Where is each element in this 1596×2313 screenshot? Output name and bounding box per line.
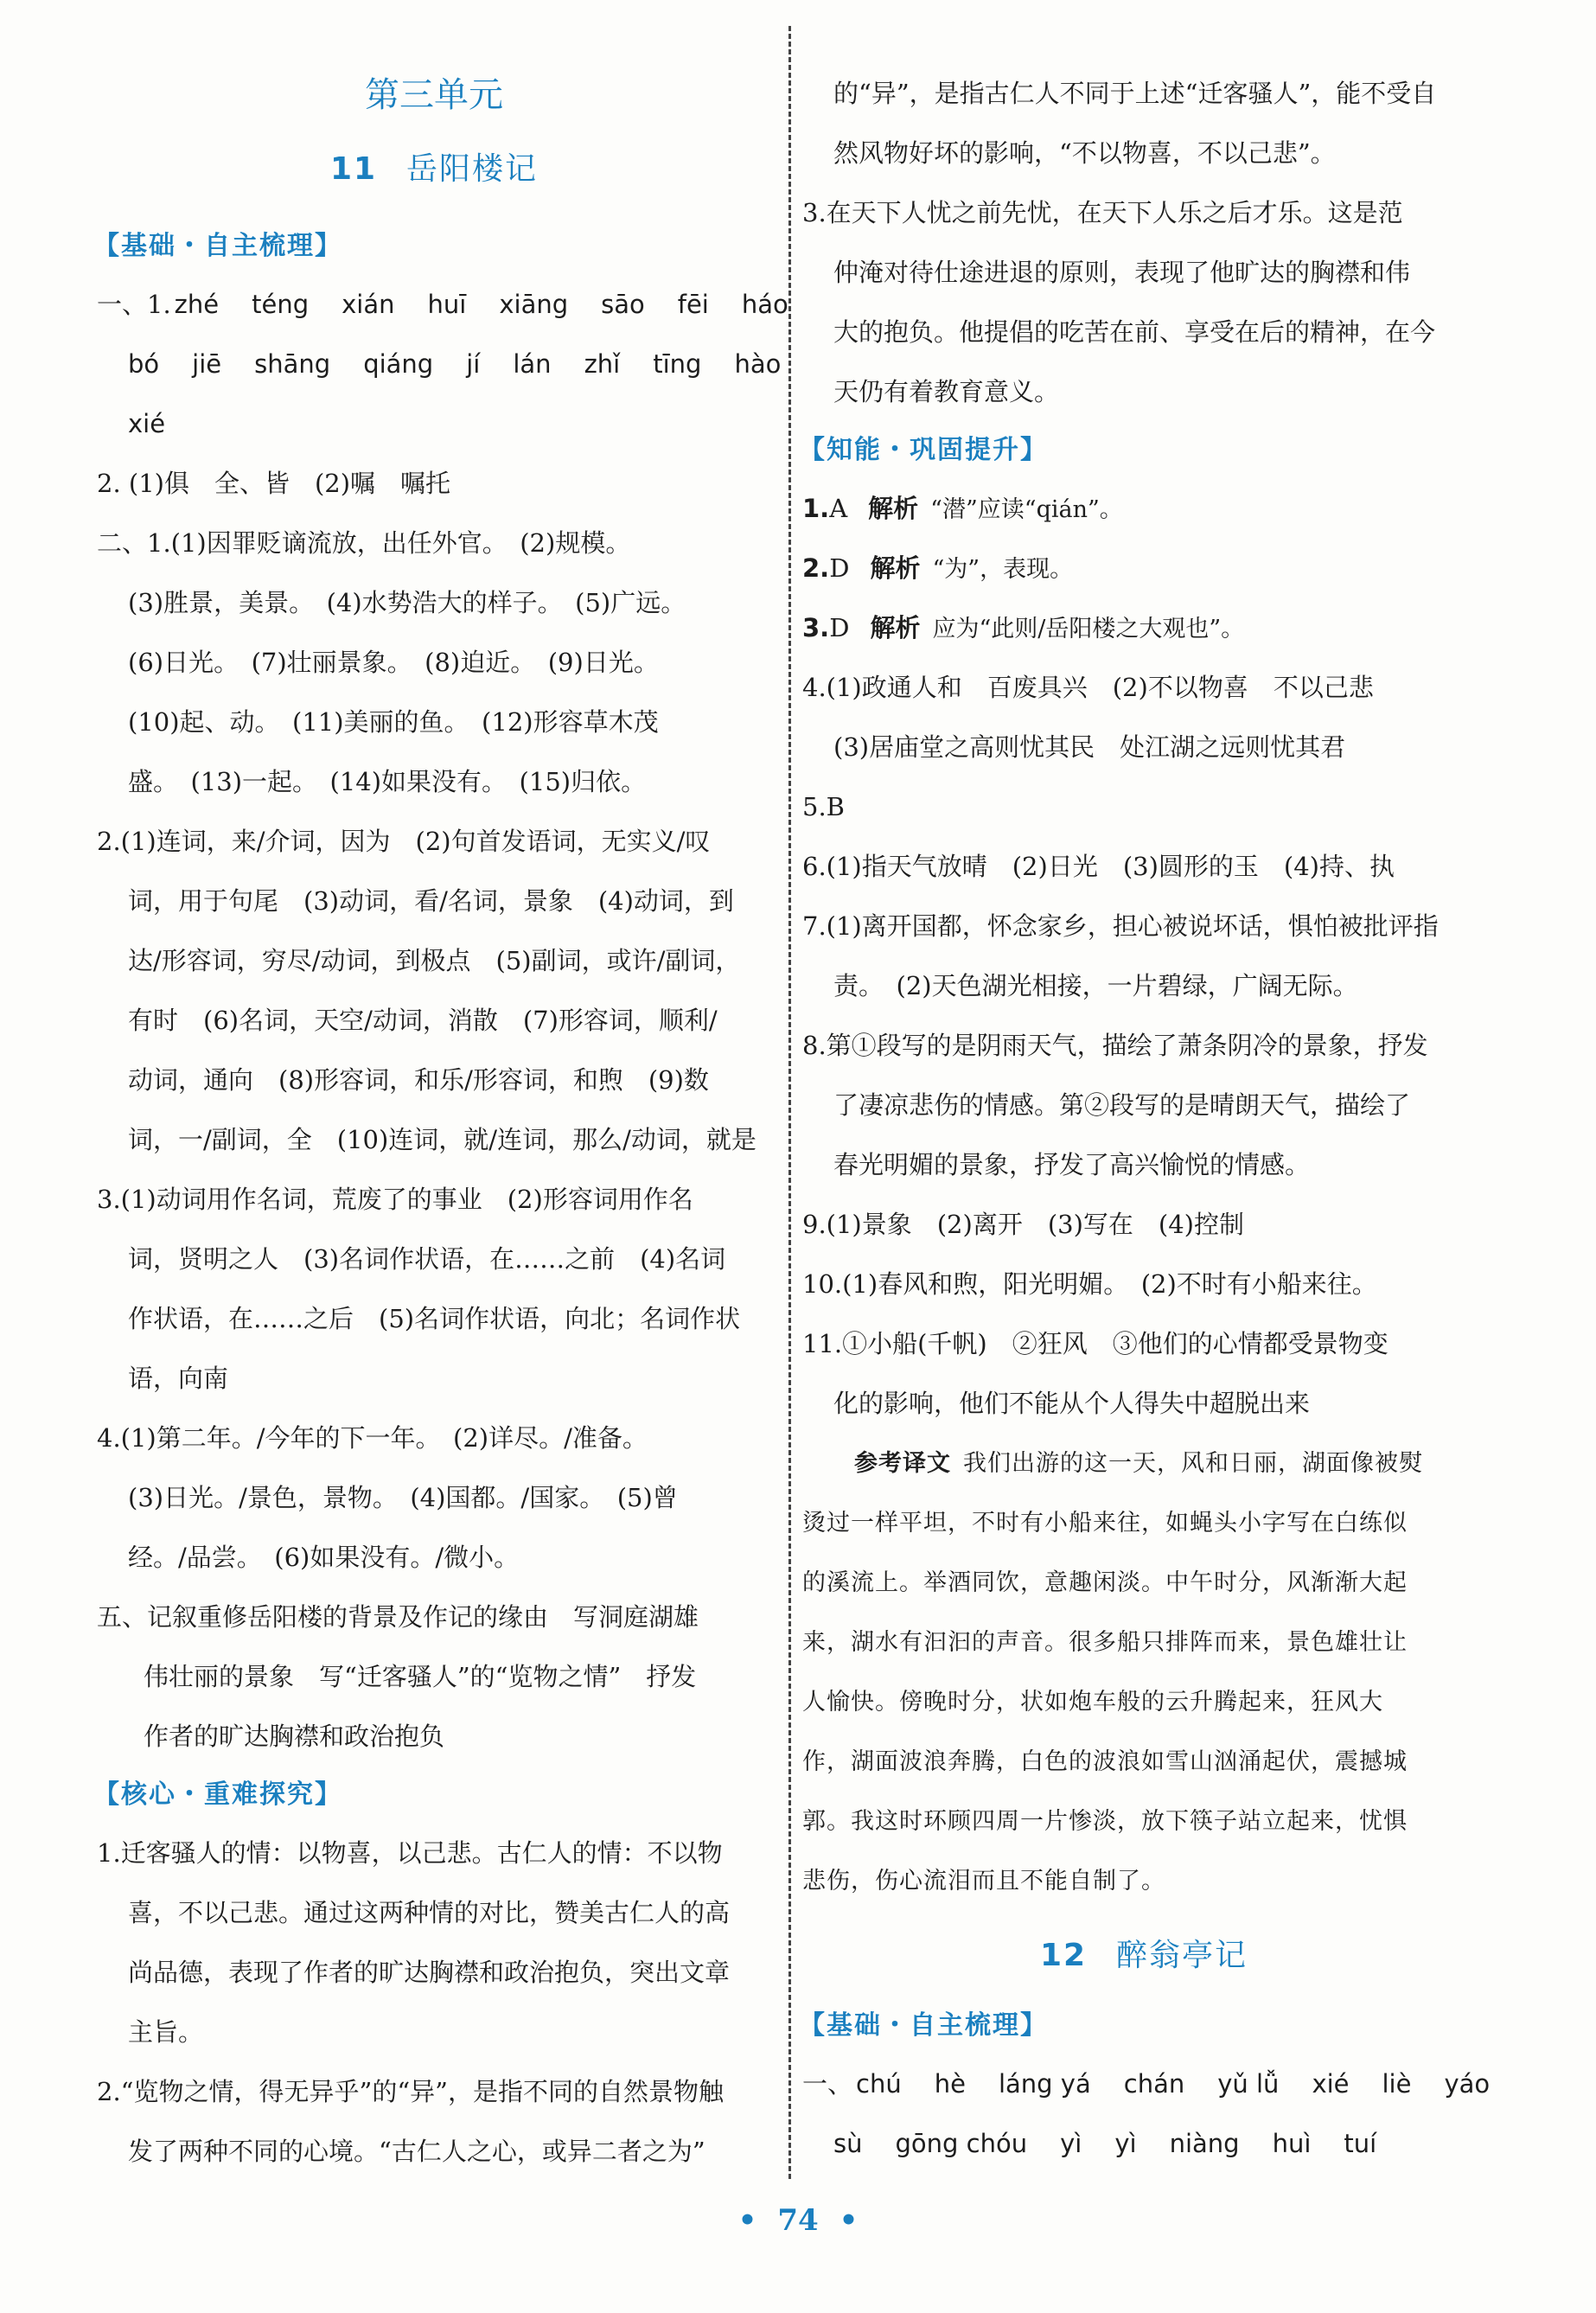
answer-block xyxy=(97,1588,780,1767)
pinyin-syllable: zhǐ xyxy=(584,349,621,379)
answer-line: 春光明媚的景象，抒发了高兴愉悦的情感。 xyxy=(833,1150,1311,1179)
answer-block xyxy=(802,64,1485,183)
item-prefix: 一、 xyxy=(802,2069,853,2099)
pinyin-syllable: hè xyxy=(934,2069,966,2099)
answer-line: 有时 (6)名词，天空/动词，消散 (7)形容词，顺利/ xyxy=(128,1006,718,1035)
answer-line: 2. (1)俱 全、皆 (2)嘱 嘱托 xyxy=(97,469,451,498)
translation-line: 作，湖面波浪奔腾，白色的波浪如雪山汹涌起伏，震撼城 xyxy=(802,1748,1408,1775)
pinyin-syllable: fēi xyxy=(677,290,709,319)
pinyin-syllable: sù xyxy=(833,2129,863,2158)
pinyin-syllable: chú xyxy=(856,2069,902,2099)
pinyin-syllable: xié xyxy=(128,409,166,438)
pinyin-syllable: lán xyxy=(513,349,552,379)
answer-block xyxy=(97,514,780,812)
pinyin-syllable: jí xyxy=(466,349,481,379)
jiexi-label: 解析 xyxy=(868,494,919,523)
answer-line: 8.第①段写的是阴雨天气，描绘了萧条阴冷的景象，抒发 xyxy=(802,1031,1428,1060)
item-number: 1. xyxy=(802,494,830,523)
section-heading-zhineng: 【知能・巩固提升】 xyxy=(799,435,1048,465)
unit-title: 第三单元 xyxy=(365,75,503,115)
pinyin-syllable: niàng xyxy=(1169,2129,1240,2158)
answer-line: 词，贤明之人 (3)名词作状语，在……之前 (4)名词 xyxy=(128,1244,726,1274)
answer-line: 2.“览物之情，得无异乎”的“异”，是指不同的自然景物触 xyxy=(97,2077,724,2106)
answer-block xyxy=(802,1016,1485,1195)
pinyin-syllable: tīng xyxy=(653,349,702,379)
translation-label: 参考译文 xyxy=(854,1450,951,1477)
pinyin-row xyxy=(97,275,788,335)
lesson-12-title xyxy=(802,1932,1485,1980)
answer-line xyxy=(802,479,1485,539)
section-heading-jichu: 【基础・自主梳理】 xyxy=(93,231,342,261)
answer-block xyxy=(802,183,1485,422)
pinyin-syllable: sāo xyxy=(601,290,645,319)
pinyin-syllable: láng yá xyxy=(998,2069,1091,2099)
answer-block xyxy=(97,2062,780,2182)
jiexi-label: 解析 xyxy=(870,613,921,642)
answer-line: (3)胜景，美景。 (4)水势浩大的样子。 (5)广远。 xyxy=(128,588,686,617)
pinyin-syllable: téng xyxy=(252,290,310,319)
pinyin-syllable: háo xyxy=(741,290,788,319)
translation-block xyxy=(802,1434,1485,1911)
answer-line: 2.(1)连词，来/介词，因为 (2)句首发语词，无实义/叹 xyxy=(97,827,711,856)
answer-block xyxy=(97,812,780,1170)
answer-line: 尚品德，表现了作者的旷达胸襟和政治抱负，突出文章 xyxy=(128,1958,731,1987)
answer-line: 伟壮丽的景象 写“迁客骚人”的“览物之情” 抒发 xyxy=(144,1662,697,1691)
pinyin-row xyxy=(97,394,780,454)
answer-line: 作状语，在……之后 (5)名词作状语，向北；名词作状 xyxy=(128,1304,741,1333)
answer-line: (10)起、动。 (11)美丽的鱼。 (12)形容草木茂 xyxy=(128,707,659,737)
lesson-11-title xyxy=(175,145,693,194)
translation-line: 的溪流上。举酒同饮，意趣闲淡。中午时分，风渐渐大起 xyxy=(802,1569,1408,1596)
answer-line: 的“异”，是指古仁人不同于上述“迁客骚人”，能不受自 xyxy=(833,79,1437,108)
answer-line: 喜，不以己悲。通过这两种情的对比，赞美古仁人的高 xyxy=(128,1898,731,1927)
pinyin-syllable: xié xyxy=(1312,2069,1350,2099)
right-column xyxy=(799,0,1491,2174)
answer-choice: D xyxy=(829,613,850,642)
answer-block xyxy=(802,897,1485,1016)
answer-line xyxy=(802,539,1485,598)
answer-line: 3.在天下人忧之前先忧，在天下人乐之后才乐。这是范 xyxy=(802,198,1403,227)
answer-line: 4.(1)政通人和 百废具兴 (2)不以物喜 不以己悲 xyxy=(802,673,1374,702)
answer-line: 大的抱负。他提倡的吃苦在前、享受在后的精神，在今 xyxy=(833,317,1436,347)
pinyin-row xyxy=(802,2114,1485,2174)
translation-text: 我们出游的这一天，风和日丽，湖面像被熨 xyxy=(963,1450,1423,1477)
pinyin-syllable: tuí xyxy=(1344,2129,1377,2158)
left-column xyxy=(93,0,788,2182)
answer-line: 7.(1)离开国都，怀念家乡，担心被说坏话，惧怕被批评指 xyxy=(802,911,1439,941)
translation-line: 人愉快。傍晚时分，状如炮车般的云升腾起来，狂风大 xyxy=(802,1689,1383,1716)
answer-line: 5.B xyxy=(802,792,845,821)
pinyin-syllable: jiē xyxy=(192,349,222,379)
pinyin-row xyxy=(97,335,780,394)
answer-line: 1.迁客骚人的情：以物喜，以己悲。古仁人的情：不以物 xyxy=(97,1838,723,1868)
answer-line: 词，一/副词，全 (10)连词，就/连词，那么/动词，就是 xyxy=(128,1125,757,1154)
item-number: 2. xyxy=(802,553,830,583)
answer-choice: A xyxy=(829,494,848,523)
answer-line: 化的影响，他们不能从个人得失中超脱出来 xyxy=(833,1389,1311,1418)
lesson-name: 醉翁亭记 xyxy=(1116,1938,1248,1973)
lesson-number: 12 xyxy=(1039,1938,1088,1973)
pinyin-row xyxy=(802,2054,1491,2114)
lesson-number: 11 xyxy=(329,151,378,187)
answer-line: 11.①小船(千帆) ②狂风 ③他们的心情都受景物变 xyxy=(802,1329,1389,1358)
answer-line: 动词，通向 (8)形容词，和乐/形容词，和煦 (9)数 xyxy=(128,1065,709,1095)
answer-line: 责。 (2)天色湖光相接，一片碧绿，广阔无际。 xyxy=(833,971,1358,1000)
item-number: 3. xyxy=(802,613,830,642)
translation-line: 烫过一样平坦，不时有小船来往，如蝇头小字写在白练似 xyxy=(802,1510,1408,1537)
answer-line: 6.(1)指天气放晴 (2)日光 (3)圆形的玉 (4)持、执 xyxy=(802,852,1395,881)
pinyin-syllable: bó xyxy=(128,349,160,379)
pinyin-syllable: xiāng xyxy=(499,290,569,319)
pinyin-syllable: qiáng xyxy=(363,349,434,379)
answer-line: 五、记叙重修岳阳楼的背景及作记的缘由 写洞庭湖雄 xyxy=(97,1602,699,1632)
answer-line: (3)日光。/景色，景物。 (4)国都。/国家。 (5)曾 xyxy=(128,1483,678,1512)
translation-line xyxy=(802,1434,1485,1493)
answer-line: (3)居庙堂之高则忧其民 处江湖之远则忧其君 xyxy=(833,732,1346,762)
explanation: “潜”应读“qián”。 xyxy=(930,496,1123,523)
answer-line: 二、1.(1)因罪贬谪流放，出任外官。 (2)规模。 xyxy=(97,528,631,558)
answer-line: 作者的旷达胸襟和政治抱负 xyxy=(144,1722,445,1751)
answer-line: 主旨。 xyxy=(128,2017,204,2047)
pinyin-syllable: shāng xyxy=(254,349,331,379)
section-heading-jichu: 【基础・自主梳理】 xyxy=(799,2010,1048,2041)
answer-block xyxy=(97,1824,780,2062)
answer-block xyxy=(97,1170,780,1409)
translation-line: 郭。我这时环顾四周一片惨淡，放下筷子站立起来，忧惧 xyxy=(802,1808,1408,1835)
pinyin-syllable: zhé xyxy=(174,290,220,319)
pinyin-syllable: yì xyxy=(1114,2129,1137,2158)
pinyin-syllable: yì xyxy=(1060,2129,1082,2158)
jiexi-label: 解析 xyxy=(870,553,921,583)
answer-line: 达/形容词，穷尽/动词，到极点 (5)副词，或许/副词， xyxy=(128,946,741,975)
answer-line: 盛。 (13)一起。 (14)如果没有。 (15)归依。 xyxy=(128,767,647,796)
pinyin-syllable: yáo xyxy=(1444,2069,1491,2099)
answer-line: 词，用于句尾 (3)动词，看/名词，景象 (4)动词，到 xyxy=(128,886,734,916)
answer-line: 4.(1)第二年。/今年的下一年。 (2)详尽。/准备。 xyxy=(97,1423,648,1453)
answer-line: 发了两种不同的心境。“古仁人之心，或异二者之为” xyxy=(128,2137,705,2166)
pinyin-syllable: huì xyxy=(1272,2129,1312,2158)
answer-line: (6)日光。 (7)壮丽景象。 (8)迫近。 (9)日光。 xyxy=(128,648,659,677)
translation-line: 来，湖水有汩汩的声音。很多船只排阵而来，景色雄壮让 xyxy=(802,1629,1408,1656)
section-heading-hexin: 【核心・重难探究】 xyxy=(93,1779,342,1810)
answer-line: 3.(1)动词用作名词，荒废了的事业 (2)形容词用作名 xyxy=(97,1185,693,1214)
explanation: “为”，表现。 xyxy=(932,556,1074,583)
pinyin-syllable: yǔ lǚ xyxy=(1217,2069,1280,2099)
answer-line: 了凄凉悲伤的情感。第②段写的是晴朗天气，描绘了 xyxy=(833,1090,1411,1120)
explanation: 应为“此则/岳阳楼之大观也”。 xyxy=(932,616,1245,642)
pinyin-syllable: huī xyxy=(427,290,467,319)
pinyin-syllable: hào xyxy=(734,349,782,379)
item-prefix: 一、1. xyxy=(97,290,171,319)
answer-line: 然风物好坏的影响，“不以物喜，不以己悲”。 xyxy=(833,138,1336,168)
answer-line: 10.(1)春风和煦，阳光明媚。 (2)不时有小船来往。 xyxy=(802,1269,1377,1299)
answer-choice: D xyxy=(829,553,850,583)
pinyin-syllable: gōng chóu xyxy=(895,2129,1028,2158)
pinyin-syllable: xián xyxy=(342,290,395,319)
answer-line: 9.(1)景象 (2)离开 (3)写在 (4)控制 xyxy=(802,1210,1244,1239)
translation-line: 悲伤，伤心流泪而且不能自制了。 xyxy=(802,1868,1165,1894)
answer-line: 语，向南 xyxy=(128,1364,229,1393)
answer-line: 仲淹对待仕途进退的原则，表现了他旷达的胸襟和伟 xyxy=(833,258,1411,287)
page-number: • 74 • xyxy=(737,2203,859,2238)
answer-block xyxy=(802,658,1485,777)
answer-block xyxy=(97,1409,780,1588)
page-number-value: 74 xyxy=(777,2203,819,2238)
answer-line xyxy=(802,598,1485,658)
answer-line: 天仍有着教育意义。 xyxy=(833,377,1060,406)
answer-block xyxy=(802,1314,1485,1434)
pinyin-syllable: chán xyxy=(1123,2069,1185,2099)
pinyin-syllable: liè xyxy=(1382,2069,1412,2099)
answer-line: 经。/品尝。 (6)如果没有。/微小。 xyxy=(128,1543,520,1572)
lesson-name: 岳阳楼记 xyxy=(406,151,539,187)
